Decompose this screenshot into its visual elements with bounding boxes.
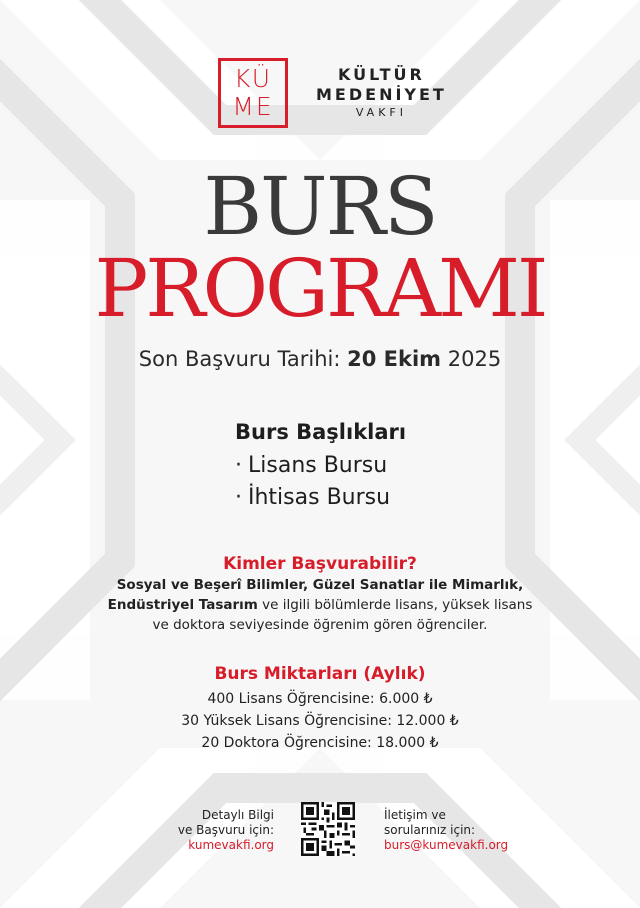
deadline-date: 20 Ekim (347, 347, 442, 371)
scholarship-item: · İhtisas Bursu (235, 485, 391, 510)
amounts-heading: Burs Miktarları (Aylık) (214, 664, 426, 684)
eligibility-line-3: ve doktora seviyesinde öğrenim gören öğrenciler. (152, 617, 488, 633)
logo-mark-row2: ME (232, 92, 274, 121)
deadline-year: 2025 (447, 347, 502, 371)
amount-item: 30 Yüksek Lisans Öğrencisine: 12.000 ₺ (181, 713, 459, 729)
qr-code-icon[interactable] (301, 802, 355, 856)
website-link[interactable]: kumevakfi.org (188, 838, 274, 852)
logo-mark-row1: KÜ (233, 64, 273, 93)
eligibility-heading: Kimler Başvurabilir? (223, 554, 417, 574)
eligibility-rest: ve ilgili bölümlerde lisans, yüksek lisans (257, 597, 533, 613)
footer-contact (384, 808, 534, 853)
scholarship-heading: Burs Başlıkları (235, 420, 407, 444)
title-line-2: PROGRAMI (94, 242, 546, 335)
footer-info (170, 808, 274, 853)
amounts-list (0, 688, 640, 754)
logo-wordmark (316, 65, 447, 121)
deadline-prefix: Son Başvuru Tarihi: (138, 347, 341, 371)
scholarship-types (235, 420, 406, 514)
logo-mark (218, 58, 288, 128)
scholarship-item-label: Lisans Bursu (248, 453, 388, 478)
amount-item: 20 Doktora Öğrencisine: 18.000 ₺ (201, 735, 439, 751)
logo (218, 58, 447, 128)
logo-line-2: MEDENİYET (316, 85, 447, 104)
amount-item: 400 Lisans Öğrencisine: 6.000 ₺ (207, 691, 433, 707)
footer-contact-line2: sorularınız için: (384, 823, 476, 837)
footer-info-line1: Detaylı Bilgi (201, 808, 274, 822)
logo-line-3: VAKFI (355, 106, 407, 119)
eligibility-fields-1: Sosyal ve Beşerî Bilimler, Güzel Sanatlar ile Mimarlık, (116, 577, 524, 593)
eligibility-text (80, 575, 560, 635)
deadline (0, 347, 640, 371)
title-line-1: BURS (203, 160, 437, 253)
footer-contact-line1: İletişim ve (384, 808, 446, 822)
footer-info-line2: ve Başvuru için: (177, 823, 274, 837)
logo-line-1: KÜLTÜR (337, 65, 425, 84)
scholarship-item: · Lisans Bursu (235, 453, 388, 478)
eligibility-fields-2: Endüstriyel Tasarım (107, 597, 258, 613)
scholarship-item-label: İhtisas Bursu (248, 485, 391, 510)
email-link[interactable]: burs@kumevakfi.org (384, 838, 509, 852)
